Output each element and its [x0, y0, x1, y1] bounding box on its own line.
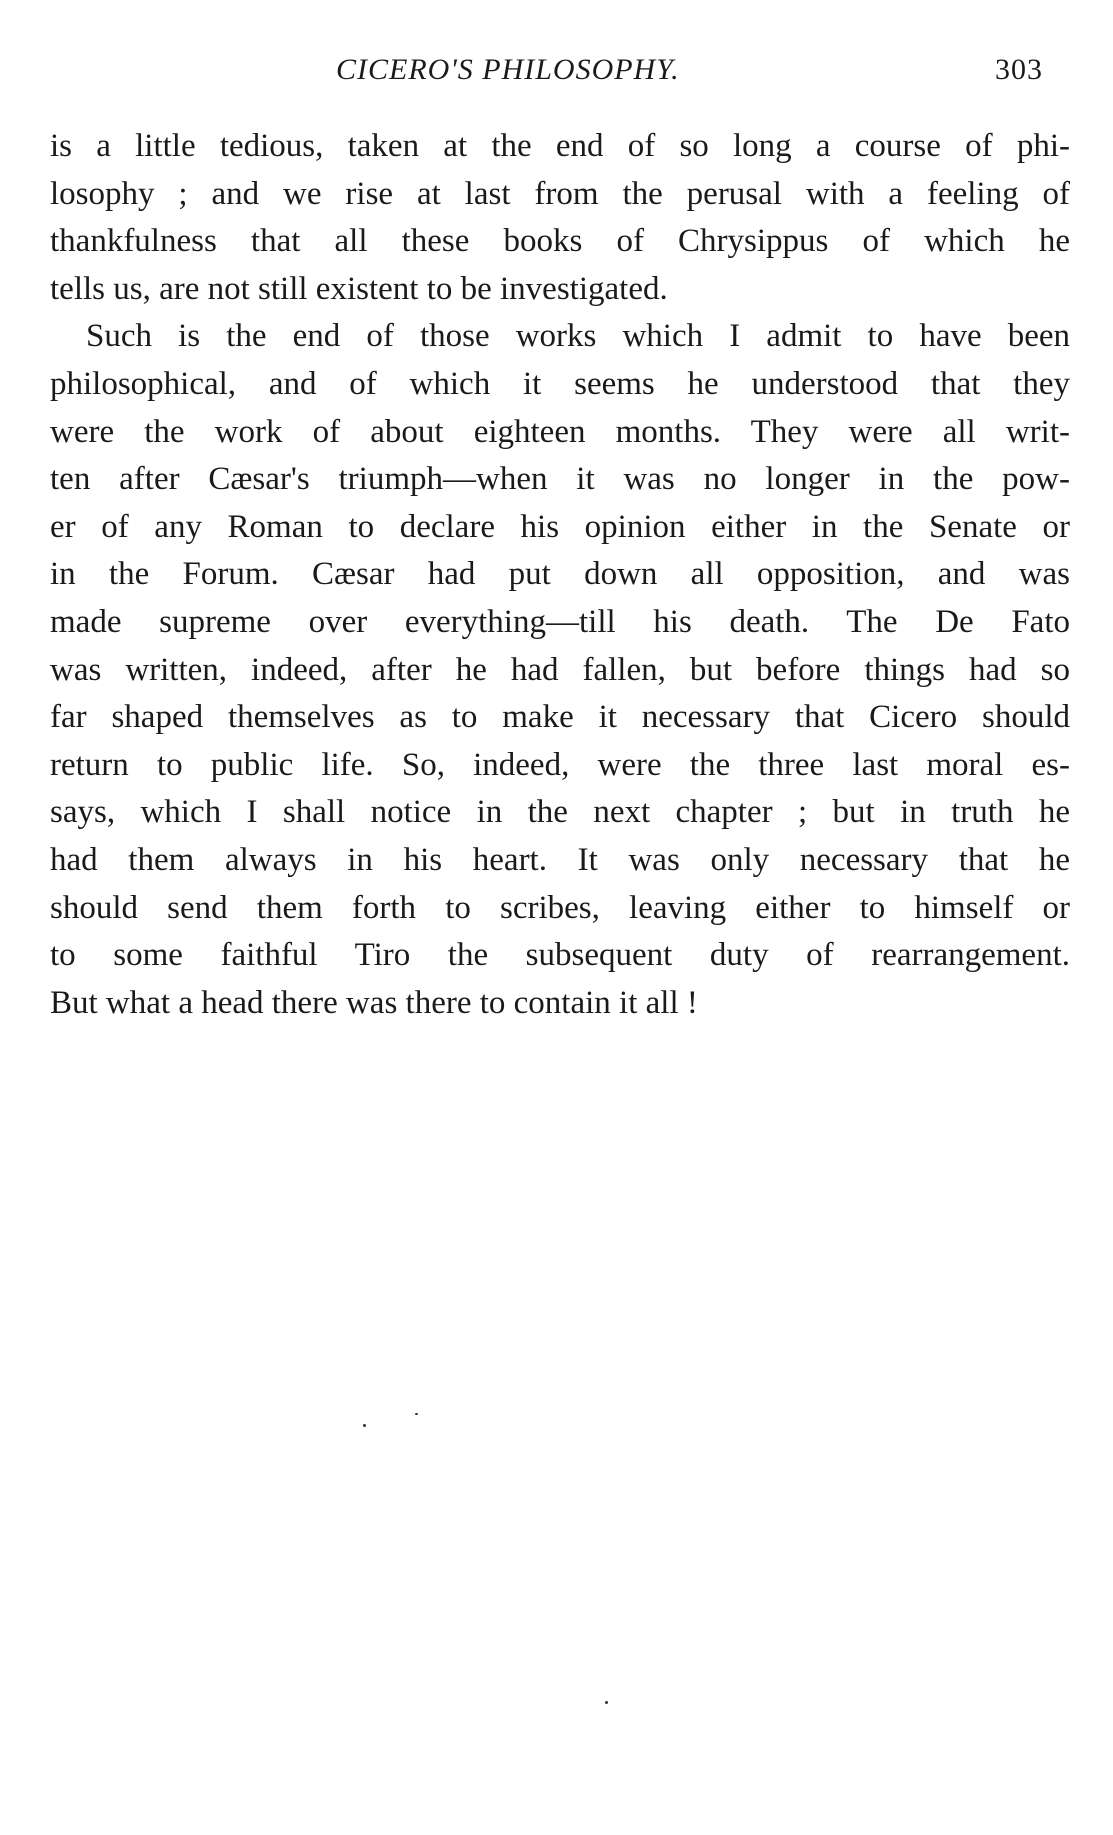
text-line: was written, indeed, after he had fallen, but before things had so: [50, 651, 1070, 688]
scan-speck: [363, 1424, 366, 1427]
scan-speck: [605, 1701, 608, 1704]
text-line: should send them forth to scribes, leaving either to himself or: [50, 889, 1070, 926]
paragraph: [50, 313, 1070, 1027]
body-text: [50, 123, 1070, 1027]
text-line: Such is the end of those works which I admit to have been: [86, 318, 1070, 355]
text-line: made supreme over everything—till his death. The De Fato: [50, 603, 1070, 640]
paragraph: [50, 123, 1070, 313]
text-line: were the work of about eighteen months. They were all writ-: [50, 413, 1070, 450]
text-line: tells us, are not still existent to be investigated.: [50, 270, 668, 307]
page-number: 303: [995, 53, 1043, 86]
text-line: to some faithful Tiro the subsequent duty of rearrangement.: [50, 937, 1070, 974]
text-line: losophy ; and we rise at last from the perusal with a feeling of: [50, 175, 1070, 212]
running-header: [0, 50, 1113, 90]
text-line: in the Forum. Cæsar had put down all opposition, and was: [50, 556, 1070, 593]
text-line: But what a head there was there to contain it all !: [50, 984, 698, 1021]
text-line: says, which I shall notice in the next chapter ; but in truth he: [50, 794, 1070, 831]
running-title: CICERO'S PHILOSOPHY.: [336, 53, 680, 86]
text-line: is a little tedious, taken at the end of so long a course of phi-: [50, 128, 1070, 164]
text-line: thankfulness that all these books of Chrysippus of which he: [50, 223, 1070, 260]
text-line: return to public life. So, indeed, were the three last moral es-: [50, 746, 1070, 783]
text-line: er of any Roman to declare his opinion either in the Senate or: [50, 508, 1070, 545]
text-line: had them always in his heart. It was only necessary that he: [50, 841, 1070, 878]
text-line: philosophical, and of which it seems he understood that they: [50, 365, 1070, 402]
text-line: ten after Cæsar's triumph—when it was no longer in the pow-: [50, 461, 1070, 498]
scan-speck: [415, 1413, 418, 1415]
text-line: far shaped themselves as to make it necessary that Cicero should: [50, 699, 1070, 736]
